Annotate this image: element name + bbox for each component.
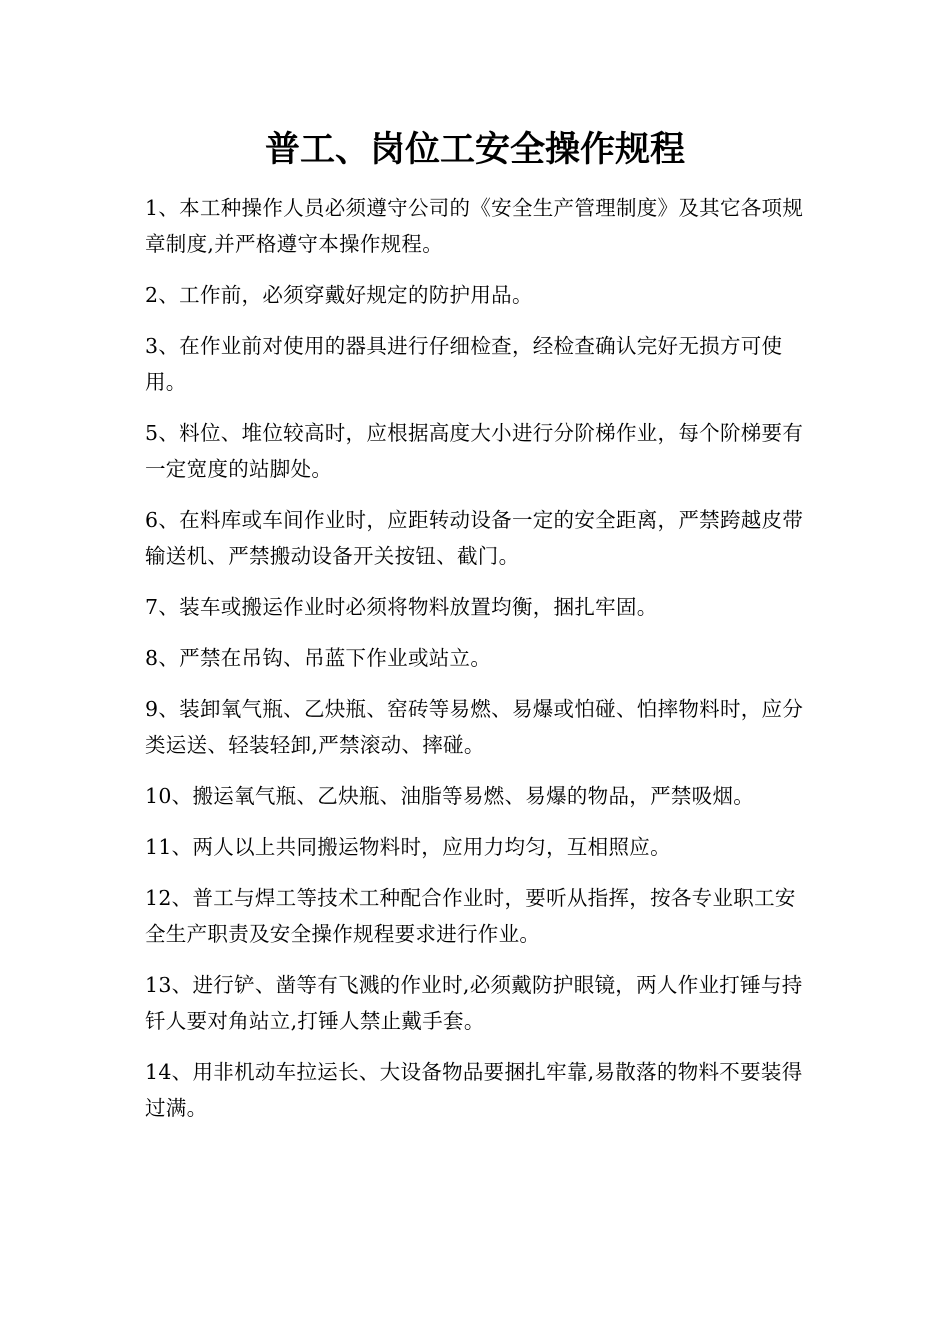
rule-item-14: 14、用非机动车拉运长、大设备物品要捆扎牢靠,易散落的物料不要装得过满。 bbox=[145, 1060, 803, 1120]
rule-item-7: 7、装车或搬运作业时必须将物料放置均衡，捆扎牢固。 bbox=[145, 595, 658, 619]
rule-item-8: 8、严禁在吊钩、吊蓝下作业或站立。 bbox=[145, 646, 492, 670]
rule-item-9: 9、装卸氧气瓶、乙炔瓶、窑砖等易燃、易爆或怕碰、怕摔物料时，应分类运送、轻装轻卸,严禁滚动、摔碰。 bbox=[145, 697, 804, 757]
rule-item-12: 12、普工与焊工等技术工种配合作业时，要听从指挥，按各专业职工安全生产职责及安全操作规程要求进行作业。 bbox=[145, 886, 796, 946]
rule-item-2: 2、工作前，必须穿戴好规定的防护用品。 bbox=[145, 283, 533, 307]
rule-item-11: 11、两人以上共同搬运物料时，应用力均匀，互相照应。 bbox=[145, 835, 671, 859]
rule-item-5: 5、料位、堆位较高时，应根据高度大小进行分阶梯作业，每个阶梯要有一定宽度的站脚处。 bbox=[145, 421, 804, 481]
rules-list bbox=[145, 190, 810, 1141]
rule-item-6: 6、在料库或车间作业时，应距转动设备一定的安全距离，严禁跨越皮带输送机、严禁搬动设备开关按钮、截门。 bbox=[145, 508, 804, 568]
document-title: 普工、岗位工安全操作规程 bbox=[264, 129, 685, 170]
rule-item-10: 10、搬运氧气瓶、乙炔瓶、油脂等易燃、易爆的物品，严禁吸烟。 bbox=[145, 784, 755, 808]
rule-item-1: 1、本工种操作人员必须遵守公司的《安全生产管理制度》及其它各项规章制度,并严格遵守本操作规程。 bbox=[145, 196, 804, 256]
rule-item-13: 13、进行铲、凿等有飞溅的作业时,必须戴防护眼镜，两人作业打锤与持钎人要对角站立,打锤人禁止戴手套。 bbox=[145, 973, 803, 1033]
rule-item-3: 3、在作业前对使用的器具进行仔细检查，经检查确认完好无损方可使用。 bbox=[145, 334, 783, 394]
